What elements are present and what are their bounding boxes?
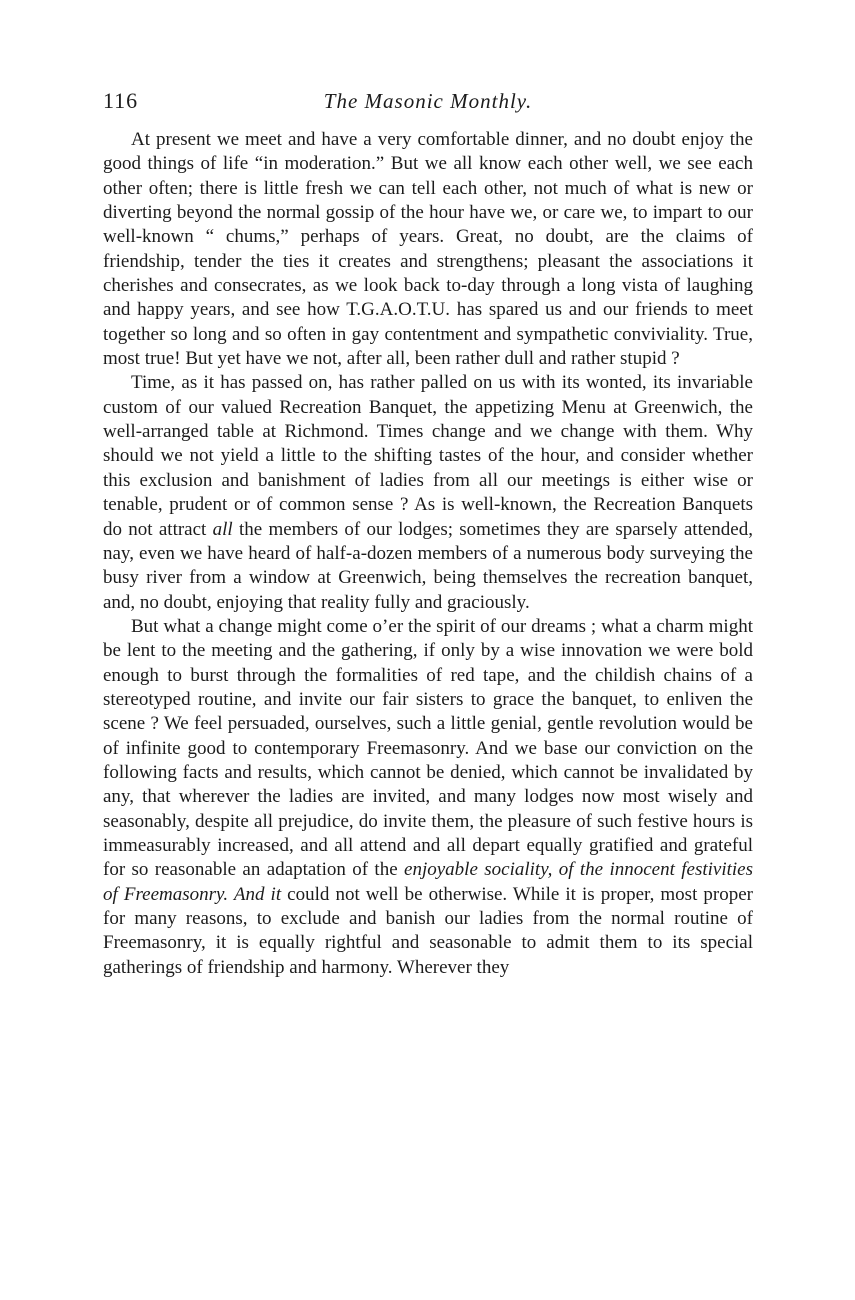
running-title: The Masonic Monthly.: [323, 89, 533, 113]
paragraph-3-segment-1: But what a change might come o’er the spirit of our dreams ; what a charm might be lent to the meeting and the gathering, if only by a wise innovation we were bold enough to burst through the formalities of red tape, and the childish chains of a stereotyped routine, and invite our fair sisters to grace the banquet, to enliven the scene ? We feel persuaded, ourselves, such a little genial, gentle revolution would be of infinite good to contemporary Freemasonry. And we base our conviction on the following facts and results, which cannot be denied, which cannot be invalidated by any, that wherever the ladies are invited, and many lodges now most wisely and seasonably, despite all prejudice, do invite them, the pleasure of such festive hours is immeasurably increased, and all attend and all depart equally gratified and grateful for so reasonable an adaptation of the: [103, 615, 753, 881]
paragraph-1-segment-1: At present we meet and have a very comfortable dinner, and no doubt enjoy the good things of life “in moderation.” But we all know each other well, we see each other often; there is little fresh we can tell each other, not much of what is new or diverting beyond the normal gossip of the hour have we, or care we, to impart to our well-known “ chums,” perhaps of years. Great, no doubt, are the claims of friendship, tender the ties it creates and strengthens; pleasant the associations it cherishes and consecrates, as we look back to-day through a long vista of laughing and happy years, and see how T.G.A.O.T.U. has spared us and our friends to meet together so long and so often in gay contentment and sympathetic conviviality. True, most true! But yet have we not, after all, been rather dull and rather stupid ?: [103, 129, 753, 370]
paragraph-3-segment-3: could not well be otherwise. While it is proper, most proper for many reasons, to exclude and banish our ladies from the normal routine of Freemasonry, it is equally rightful and seasonable to admit them to its special gatherings of friendship and harmony. Wherever they: [103, 883, 754, 978]
paragraph-3: [103, 615, 753, 980]
paragraph-2-emphasis: all: [212, 518, 233, 540]
body-text: [103, 128, 753, 980]
paragraph-2: [103, 371, 753, 614]
page-header: [103, 86, 753, 116]
paragraph-2-segment-1: Time, as it has passed on, has rather palled on us with its wonted, its invariable custom of our valued Recreation Banquet, the appetizing Menu at Greenwich, the well-arranged table at Richmond. Times change and we change with them. Why should we not yield a little to the shifting tastes of the hour, and consider whether this exclusion and banishment of ladies from all our meetings is either wise or tenable, prudent or of common sense ? As is well-known, the Recreation Banquets do not attract: [103, 372, 753, 540]
page-number: 116: [103, 88, 139, 113]
paragraph-3-emphasis: enjoyable sociality, of the innocent festivities of Freemasonry. And it: [103, 859, 753, 905]
paragraph-1: [103, 128, 753, 371]
book-page: [103, 86, 753, 980]
paragraph-2-segment-3: the members of our lodges; sometimes they are sparsely attended, nay, even we have heard of half-a-dozen members of a numerous body surveying the busy river from a window at Greenwich, being themselves the recreation banquet, and, no doubt, enjoying that reality fully and graciously.: [103, 518, 753, 613]
